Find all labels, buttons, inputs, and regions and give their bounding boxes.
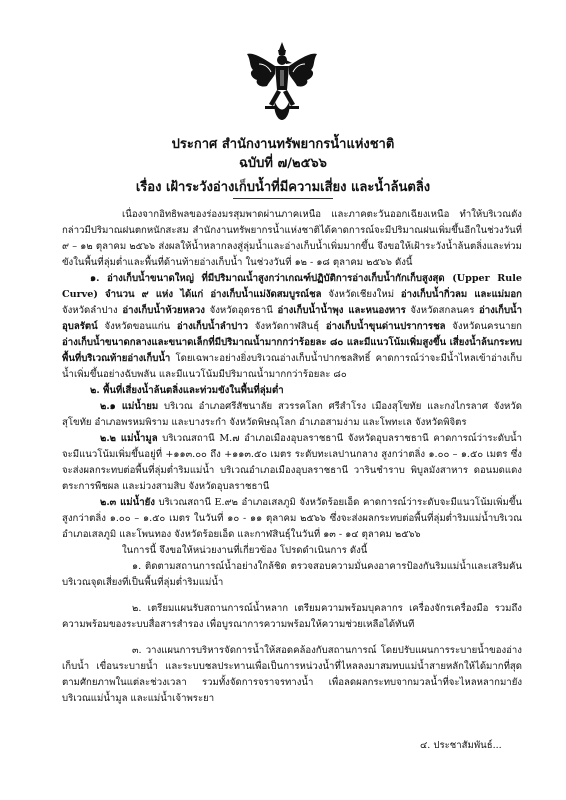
announcement-issue: ฉบับที่ ๗/๒๕๖๖ <box>239 156 327 171</box>
section-2-2-heading: ๒.๒ แม่น้ำมูล <box>100 433 158 444</box>
intro-paragraph: เนื่องจากอิทธิพลของร่องมรสุมพาดผ่านภาคเหนือ และภาคตะวันออกเฉียงเหนือ ทำให้บริเวณดังกล่าวมีปริมาณฝนตกหนักสะสม สำนักงานทรัพยากรน้ำแห่งชาติได้คาดการณ์จะมีปริมาณฝนเพิ่มขึ้นอีกในช่วงวันที่ ๙ – ๑๒ ตุลาคม ๒๕๖๖ ส่งผลให้น้ำหลากลงสู่ลุ่มน้ำและอ่างเก็บน้ำเพิ่มมากขึ้น จึงขอให้เฝ้าระวังน้ำล้นตลิ่งและท่วมขังในพื้นที่ลุ่มต่ำและพื้นที่ด้านท้ายอ่างเก็บน้ำ ในช่วงวันที่ ๑๒ - ๑๘ ตุลาคม ๒๕๖๖ ดังนี้ <box>62 209 522 268</box>
action-item-1: ๑. ติดตามสถานการณ์น้ำอย่างใกล้ชิด ตรวจสอบความมั่นคงอาคารป้องกันริมแม่น้ำและเสริมคันบริเวณจุดเสี่ยงที่เป็นพื้นที่ลุ่มต่ำริมแม่น้ำ <box>62 561 522 588</box>
province-nakhonnayok: จังหวัดนครนายก <box>445 321 522 332</box>
section-2-1-heading: ๒.๑ แม่น้ำยม <box>100 401 159 412</box>
announcement-subject: เรื่อง เฝ้าระวังอ่างเก็บน้ำที่มีความเสี่ยง และน้ำล้นตลิ่ง <box>135 180 431 195</box>
section-2-3-heading: ๒.๓ แม่น้ำยัง <box>100 497 155 508</box>
announcement-body <box>62 207 522 707</box>
province-kalasin: จังหวัดกาฬสินธุ์ <box>248 321 326 332</box>
reservoir-kiulom-maemok: อ่างเก็บน้ำกิ่วลม และแม่มอก <box>400 289 522 300</box>
province-sakon: จังหวัดสกลนคร <box>405 305 480 316</box>
section-1-tail: โดยเฉพาะอย่างยิ่งบริเวณอ่างเก็บน้ำปากชลสิทธิ์ คาดการณ์ว่าจะมีน้ำไหลเข้าอ่างเก็บน้ำเพิ่มขึ้นอย่างฉับพลัน และมีแนวโน้มมีปริมาณน้ำมากกว่าร้อยละ ๘๐ <box>62 353 522 380</box>
province-lampang: จังหวัดลำปาง <box>62 305 123 316</box>
section-1-heading: ๑. อ่างเก็บน้ำขนาดใหญ่ ที่มีปริมาณน้ำสูงกว่าเกณฑ์ปฏิบัติการอ่างเก็บน้ำกักเก็บสูงสุด (Upper Rule Curve) จำนวน ๙ แห่ง ได้แก่ อ่างเก็บน้ำแม่งัดสมบูรณ์ชล <box>62 273 522 300</box>
province-udon: จังหวัดอุดรธานี <box>204 305 278 316</box>
action-item-2: ๒. เตรียมแผนรับสถานการณ์น้ำหลาก เตรียมความพร้อมบุคลากร เครื่องจักรเครื่องมือ รวมถึงความพร้อมของระบบสื่อสารสำรอง เพื่อบูรณาการความพร้อมให้ความช่วยเหลือได้ทันที <box>62 603 522 630</box>
section-1 <box>62 271 522 383</box>
section-2-2 <box>62 431 522 495</box>
reservoir-huailuang: อ่างเก็บน้ำห้วยหลวง <box>122 305 205 316</box>
announcement-title: ประกาศ สำนักงานทรัพยากรน้ำแห่งชาติ <box>171 137 395 152</box>
province-chiangmai: จังหวัดเชียงใหม่ <box>321 289 401 300</box>
section-2-2-text: บริเวณสถานี M.๗ อำเภอเมืองอุบลราชธานี จังหวัดอุบลราชธานี คาดการณ์ว่าระดับน้ำจะมีแนวโน้มเพิ่มขึ้นอยู่ที่ +๑๑๓.๐๐ ถึง +๑๑๓.๕๐ เมตร ระดับทะเลปานกลาง สูงกว่าตลิ่ง ๑.๐๐ – ๑.๕๐ เมตร ซึ่งจะส่งผลกระทบต่อพื้นที่ลุ่มต่ำริมแม่น้ำ บริเวณอำเภอเมืองอุบลราชธานี วารินชำราบ พิบูลมังสาหาร ดอนมดแดง ตระการพืชผล และม่วงสามสิบ จังหวัดอุบลราชธานี <box>62 433 522 492</box>
section-2-1 <box>62 399 522 431</box>
section-2-1-text: บริเวณ อำเภอศรีสัชนาลัย สวรรคโลก ศรีสำโรง เมืองสุโขทัย และกงไกรลาศ จังหวัดสุโขทัย อำเภอพรหมพิราม และบางระกำ จังหวัดพิษณุโลก อำเภอสามง่าม และโพทะเล จังหวัดพิจิตร <box>62 401 523 428</box>
section-2-3 <box>62 495 522 543</box>
reservoir-nampung-nonghan: อ่างเก็บน้ำน้ำพุง และหนองหาร <box>277 305 406 316</box>
title-divider <box>233 198 333 199</box>
action-item-3: ๓. วางแผนการบริหารจัดการน้ำให้สอดคล้องกับสถานการณ์ โดยปรับแผนการระบายน้ำของอ่างเก็บน้ำ เขื่อนระบายน้ำ และระบบชลประทานเพื่อเป็นการหน่วงน้ำที่ไหลลงมาสมทบแม่น้ำสายหลักให้ได้มากที่สุดตามศักยภาพในแต่ละช่วงเวลา รวมทั้งจัดการจราจรทางน้ำ เพื่อลดผลกระทบจากมวลน้ำที่จะไหลหลากมายังบริเวณแม่น้ำมูล และแม่น้ำเจ้าพระยา <box>62 645 522 704</box>
section-2-3-text: บริเวณสถานี E.๙๒ อำเภอเสลภูมิ จังหวัดร้อยเอ็ด คาดการณ์ว่าระดับจะมีแนวโน้มเพิ่มขึ้น สูงกว่าตลิ่ง ๑.๐๐ – ๑.๕๐ เมตร ในวันที่ ๑๐ - ๑๑ ตุลาคม ๒๕๖๖ ซึ่งจะส่งผลกระทบต่อพื้นที่ลุ่มต่ำริมแม่น้ำบริเวณ อำเภอเสลภูมิ และโพนทอง จังหวัดร้อยเอ็ด และกาฬสินธุ์ในวันที่ ๑๓ - ๑๔ ตุลาคม ๒๕๖๖ <box>62 497 522 540</box>
request-paragraph: ในการนี้ จึงขอให้หน่วยงานที่เกี่ยวข้อง โปรดดำเนินการ ดังนี้ <box>122 545 368 556</box>
province-khonkaen: จังหวัดขอนแก่น <box>97 321 177 332</box>
reservoir-lampao: อ่างเก็บน้ำลำปาว <box>176 321 249 332</box>
continued-marker: ๔. ประชาสัมพันธ์... <box>420 740 502 751</box>
garuda-emblem-icon <box>245 40 319 122</box>
section-2-heading: ๒. พื้นที่เสี่ยงน้ำล้นตลิ่งและท่วมขังในพื้นที่ลุ่มต่ำ <box>90 385 284 396</box>
reservoir-khundan: อ่างเก็บน้ำขุนด่านปราการชล <box>325 321 446 332</box>
medium-small-reservoirs: อ่างเก็บน้ำขนาดกลางและขนาดเล็กที่มีปริมาณน้ำมากกว่าร้อยละ ๘๐ และมีแนวโน้มเพิ่มสูงขึ้น เสี่ยงน้ำล้นกระทบพื้นที่บริเวณท้ายอ่างเก็บน้ำ <box>62 337 522 364</box>
reservoir-ubonrat: อ่างเก็บน้ำอุบลรัตน์ <box>62 305 522 332</box>
